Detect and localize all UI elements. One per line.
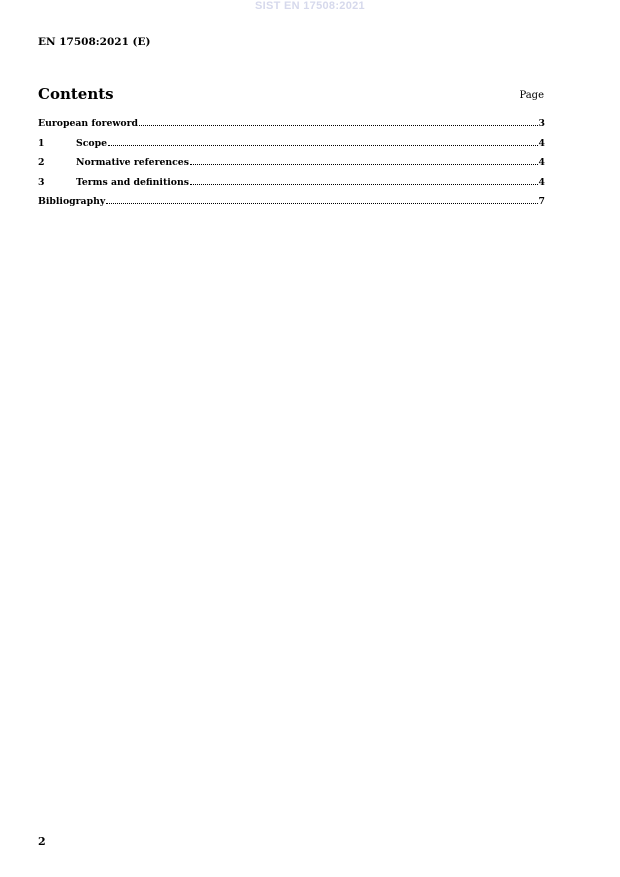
toc-leader-dots xyxy=(108,145,538,146)
toc-entry-page: 7 xyxy=(538,196,545,207)
toc-entry-title: European foreword xyxy=(38,118,138,129)
toc-entry-number: 2 xyxy=(38,157,45,168)
watermark: SIST EN 17508:2021 xyxy=(255,0,365,12)
toc-entry-title: Normative references xyxy=(76,157,189,168)
document-id: EN 17508:2021 (E) xyxy=(38,36,151,48)
toc-entry-page: 4 xyxy=(538,176,545,188)
toc-entry-page: 3 xyxy=(538,118,545,129)
toc-entry-page: 4 xyxy=(538,157,545,168)
toc-entry-european-foreword[interactable] xyxy=(38,118,545,138)
toc-leader-dots xyxy=(190,184,538,185)
toc-leader-dots xyxy=(106,203,537,204)
toc-entry-terms-and-definitions[interactable] xyxy=(38,177,545,197)
page-column-label: Page xyxy=(519,90,544,101)
toc-entry-title: Terms and definitions xyxy=(76,176,189,188)
page-number: 2 xyxy=(38,835,46,848)
toc-leader-dots xyxy=(190,164,538,165)
toc-leader-dots xyxy=(139,125,538,126)
toc-entry-scope[interactable] xyxy=(38,138,545,158)
toc-entry-page: 4 xyxy=(538,137,545,149)
toc-entry-bibliography[interactable] xyxy=(38,196,545,216)
toc-entry-title: Bibliography xyxy=(38,196,106,207)
toc-entry-number: 1 xyxy=(38,137,45,149)
table-of-contents xyxy=(38,118,545,216)
contents-heading: Contents xyxy=(38,85,114,103)
toc-entry-normative-references[interactable] xyxy=(38,157,545,177)
toc-entry-title: Scope xyxy=(76,137,107,149)
toc-entry-number: 3 xyxy=(38,176,45,188)
